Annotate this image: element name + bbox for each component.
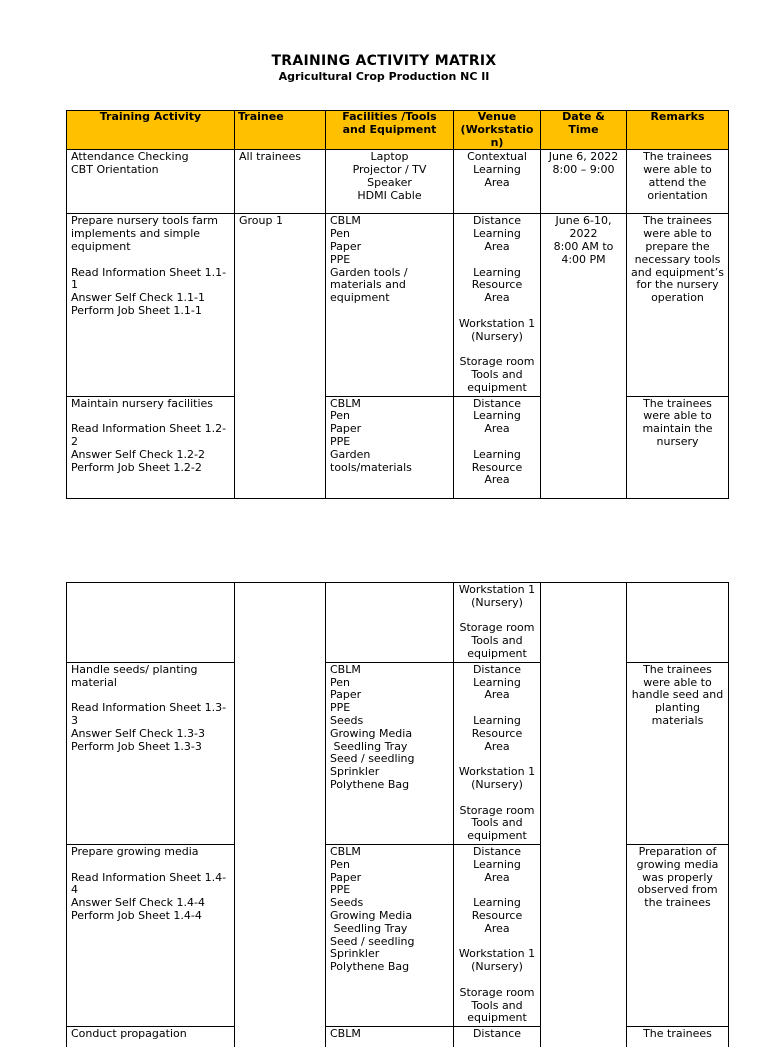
table-row — [67, 662, 729, 844]
document-title: TRAINING ACTIVITY MATRIX — [271, 53, 497, 69]
venue-cell: Contextual Learning Area — [454, 150, 541, 214]
venue-cell: Workstation 1 (Nursery) Storage room Tools and equipment — [454, 583, 541, 663]
table-row — [67, 1027, 729, 1047]
document-subtitle: Agricultural Crop Production NC II — [278, 70, 490, 83]
venue-cell: Distance Learning Area Learning Resource Area Workstation 1 (Nursery) Storage room Tools and equipment — [454, 214, 541, 396]
activity-cell: Prepare growing media Read Information Sheet 1.4- 4 Answer Self Check 1.4-4 Perform Job Sheet 1.4-4 — [67, 844, 235, 1026]
facilities-cell: CBLM — [326, 1027, 454, 1047]
remarks-cell: The trainees were able to prepare the necessary tools and equipment’s for the nursery operation — [627, 214, 729, 396]
facilities-cell: CBLM Pen Paper PPE Seeds Growing Media Seedling Tray Seed / seedling Sprinkler Polythene Bag — [326, 844, 454, 1026]
table-header-row — [67, 111, 729, 150]
venue-cell: Distance Learning Area Learning Resource Area Workstation 1 (Nursery) Storage room Tools and equipment — [454, 662, 541, 844]
facilities-cell — [326, 583, 454, 663]
activity-cell: Prepare nursery tools farm implements and simple equipment Read Information Sheet 1.1- 1 Answer Self Check 1.1-1 Perform Job Sheet 1.1-1 — [67, 214, 235, 396]
remarks-cell: The trainees were able to handle seed and planting materials — [627, 662, 729, 844]
facilities-cell: CBLM Pen Paper PPE Seeds Growing Media Seedling Tray Seed / seedling Sprinkler Polythene Bag — [326, 662, 454, 844]
activity-cell: Maintain nursery facilities Read Information Sheet 1.2- 2 Answer Self Check 1.2-2 Perform Job Sheet 1.2-2 — [67, 396, 235, 498]
remarks-cell: The trainees were able to attend the orientation — [627, 150, 729, 214]
header-facilities: Facilities /Tools and Equipment — [326, 111, 454, 150]
date-time-cell: June 6-10, 2022 8:00 AM to 4:00 PM — [541, 214, 627, 498]
remarks-cell — [627, 583, 729, 663]
venue-cell: Distance — [454, 1027, 541, 1047]
facilities-cell: CBLM Pen Paper PPE Garden tools / materials and equipment — [326, 214, 454, 396]
activity-cell: Handle seeds/ planting material Read Information Sheet 1.3- 3 Answer Self Check 1.3-3 Perform Job Sheet 1.3-3 — [67, 662, 235, 844]
trainee-cell — [235, 583, 326, 1047]
header-training-activity: Training Activity — [67, 111, 235, 150]
table-row — [67, 844, 729, 1026]
trainee-cell: Group 1 — [235, 214, 326, 498]
activity-cell — [67, 583, 235, 663]
table-row — [67, 583, 729, 663]
header-date-time: Date & Time — [541, 111, 627, 150]
venue-cell: Distance Learning Area Learning Resource Area — [454, 396, 541, 498]
facilities-cell: CBLM Pen Paper PPE Garden tools/materials — [326, 396, 454, 498]
activity-cell: Conduct propagation — [67, 1027, 235, 1047]
remarks-cell: The trainees were able to maintain the nursery — [627, 396, 729, 498]
header-venue: Venue (Workstatio n) — [454, 111, 541, 150]
venue-cell: Distance Learning Area Learning Resource Area Workstation 1 (Nursery) Storage room Tools and equipment — [454, 844, 541, 1026]
training-matrix-table-page-2 — [66, 582, 729, 1047]
date-time-cell: June 6, 2022 8:00 – 9:00 — [541, 150, 627, 214]
training-matrix-table-page-1 — [66, 110, 729, 499]
trainee-cell: All trainees — [235, 150, 326, 214]
header-trainee: Trainee — [235, 111, 326, 150]
table-row — [67, 150, 729, 214]
remarks-cell: Preparation of growing media was properly observed from the trainees — [627, 844, 729, 1026]
date-time-cell — [541, 583, 627, 1047]
table-row — [67, 396, 729, 498]
header-remarks: Remarks — [627, 111, 729, 150]
table-row — [67, 214, 729, 396]
remarks-cell: The trainees — [627, 1027, 729, 1047]
activity-cell: Attendance Checking CBT Orientation — [67, 150, 235, 214]
facilities-cell: Laptop Projector / TV Speaker HDMI Cable — [326, 150, 454, 214]
